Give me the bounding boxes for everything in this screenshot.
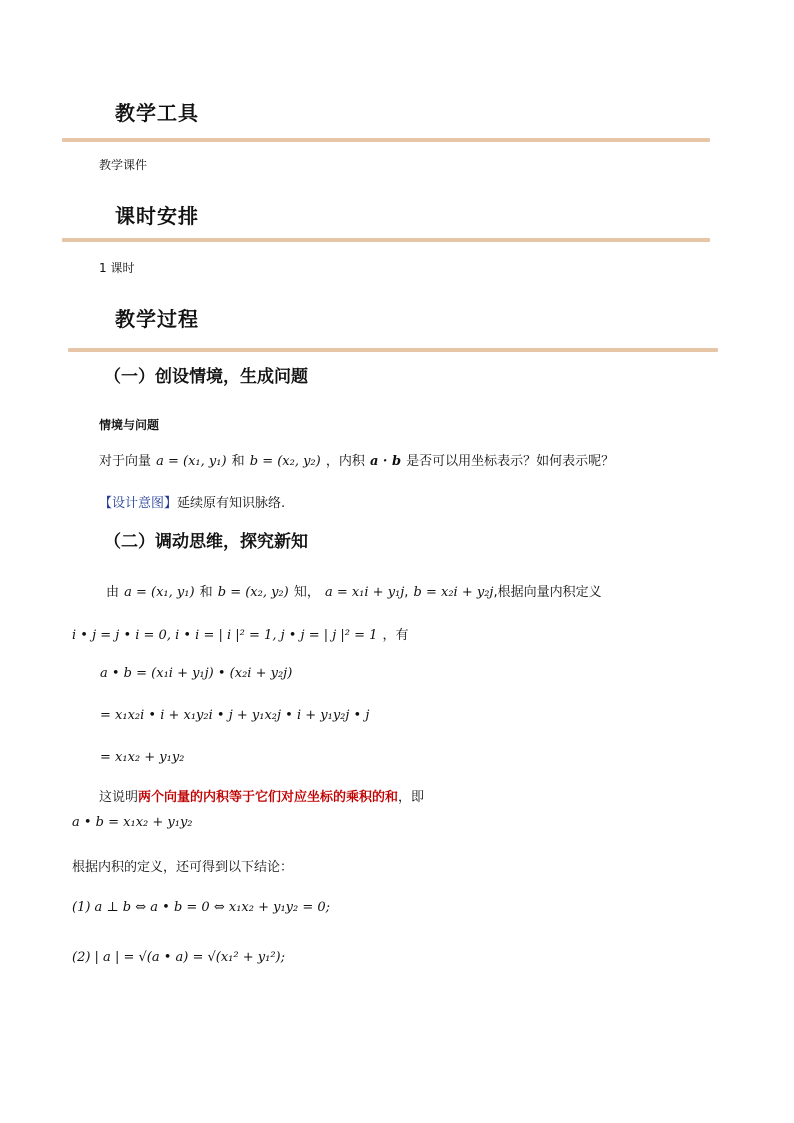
dot-product-ab: a · b <box>369 454 402 469</box>
vector-a-coords: a = (x₁, y₁) <box>124 585 195 600</box>
divider-rule <box>62 138 710 142</box>
heading-class-schedule: 课时安排 <box>115 204 199 228</box>
divider-rule <box>68 348 718 352</box>
class-schedule-text: 1 课时 <box>99 261 135 275</box>
teaching-tools-text: 教学课件 <box>99 158 148 172</box>
derive-know: 知， <box>293 585 320 600</box>
a-combination: a = x₁i + y₁j <box>324 585 405 600</box>
conclusion-post: ，即 <box>398 790 425 805</box>
unit-vector-relations: i • j = j • i = 0, i • i = | i |² = 1, j • j = | j |² = 1 <box>72 628 378 643</box>
design-intent-text: 延续原有知识脉络. <box>177 496 286 511</box>
unit-vectors-line <box>72 624 409 643</box>
heading-teaching-tools: 教学工具 <box>115 101 199 125</box>
question-mid2: ，内积 <box>325 454 365 469</box>
divider-rule <box>62 238 710 242</box>
vector-a: a = (x₁, y₁) <box>156 454 227 469</box>
conclusion-line <box>99 786 424 805</box>
derive-pre: 由 <box>106 585 120 600</box>
question-mid1: 和 <box>231 454 245 469</box>
further-conclusions-intro: 根据内积的定义，还可得到以下结论： <box>72 860 294 875</box>
b-combination: b = x₂i + y₂j <box>413 585 494 600</box>
derivation-step-3: = x₁x₂ + y₁y₂ <box>100 750 185 765</box>
section-title-2: （二）调动思维，探究新知 <box>104 532 308 552</box>
situation-label: 情境与问题 <box>99 418 160 432</box>
derive-mid: 和 <box>199 585 213 600</box>
vector-b: b = (x₂, y₂) <box>249 454 321 469</box>
heading-teaching-process: 教学过程 <box>115 307 199 331</box>
design-intent-tag: 【设计意图】 <box>99 496 178 511</box>
conclusion-highlight: 两个向量的内积等于它们对应坐标的乘积的和 <box>138 790 399 805</box>
derivation-step-2: = x₁x₂i • i + x₁y₂i • j + y₁x₂j • i + y₁y₂j • j <box>100 708 370 723</box>
question-post: 是否可以用坐标表示？如何表示呢？ <box>406 454 615 469</box>
result-formula: a • b = x₁x₂ + y₁y₂ <box>72 815 193 830</box>
conclusion-item-1: (1) a ⊥ b ⇔ a • b = 0 ⇔ x₁x₂ + y₁y₂ = 0; <box>72 900 331 915</box>
section-title-1: （一）创设情境，生成问题 <box>104 367 308 387</box>
derive-line: 由 a = (x₁, y₁) 和 b = (x₂, y₂) 知， a = x₁i + y₁j, b = x₂i + y₂j,根据向量内积定义 <box>106 585 602 600</box>
design-intent-line <box>99 492 285 511</box>
unit-vectors-suffix: ，有 <box>382 628 409 643</box>
vector-b-coords: b = (x₂, y₂) <box>217 585 289 600</box>
derive-post: 根据向量内积定义 <box>497 585 602 600</box>
conclusion-pre: 这说明 <box>99 790 139 805</box>
question-line <box>99 450 614 469</box>
question-pre: 对于向量 <box>99 454 152 469</box>
conclusion-item-2: (2) | a | = √(a • a) = √(x₁² + y₁²); <box>72 950 285 965</box>
derivation-step-1: a • b = (x₁i + y₁j) • (x₂i + y₂j) <box>100 666 293 681</box>
